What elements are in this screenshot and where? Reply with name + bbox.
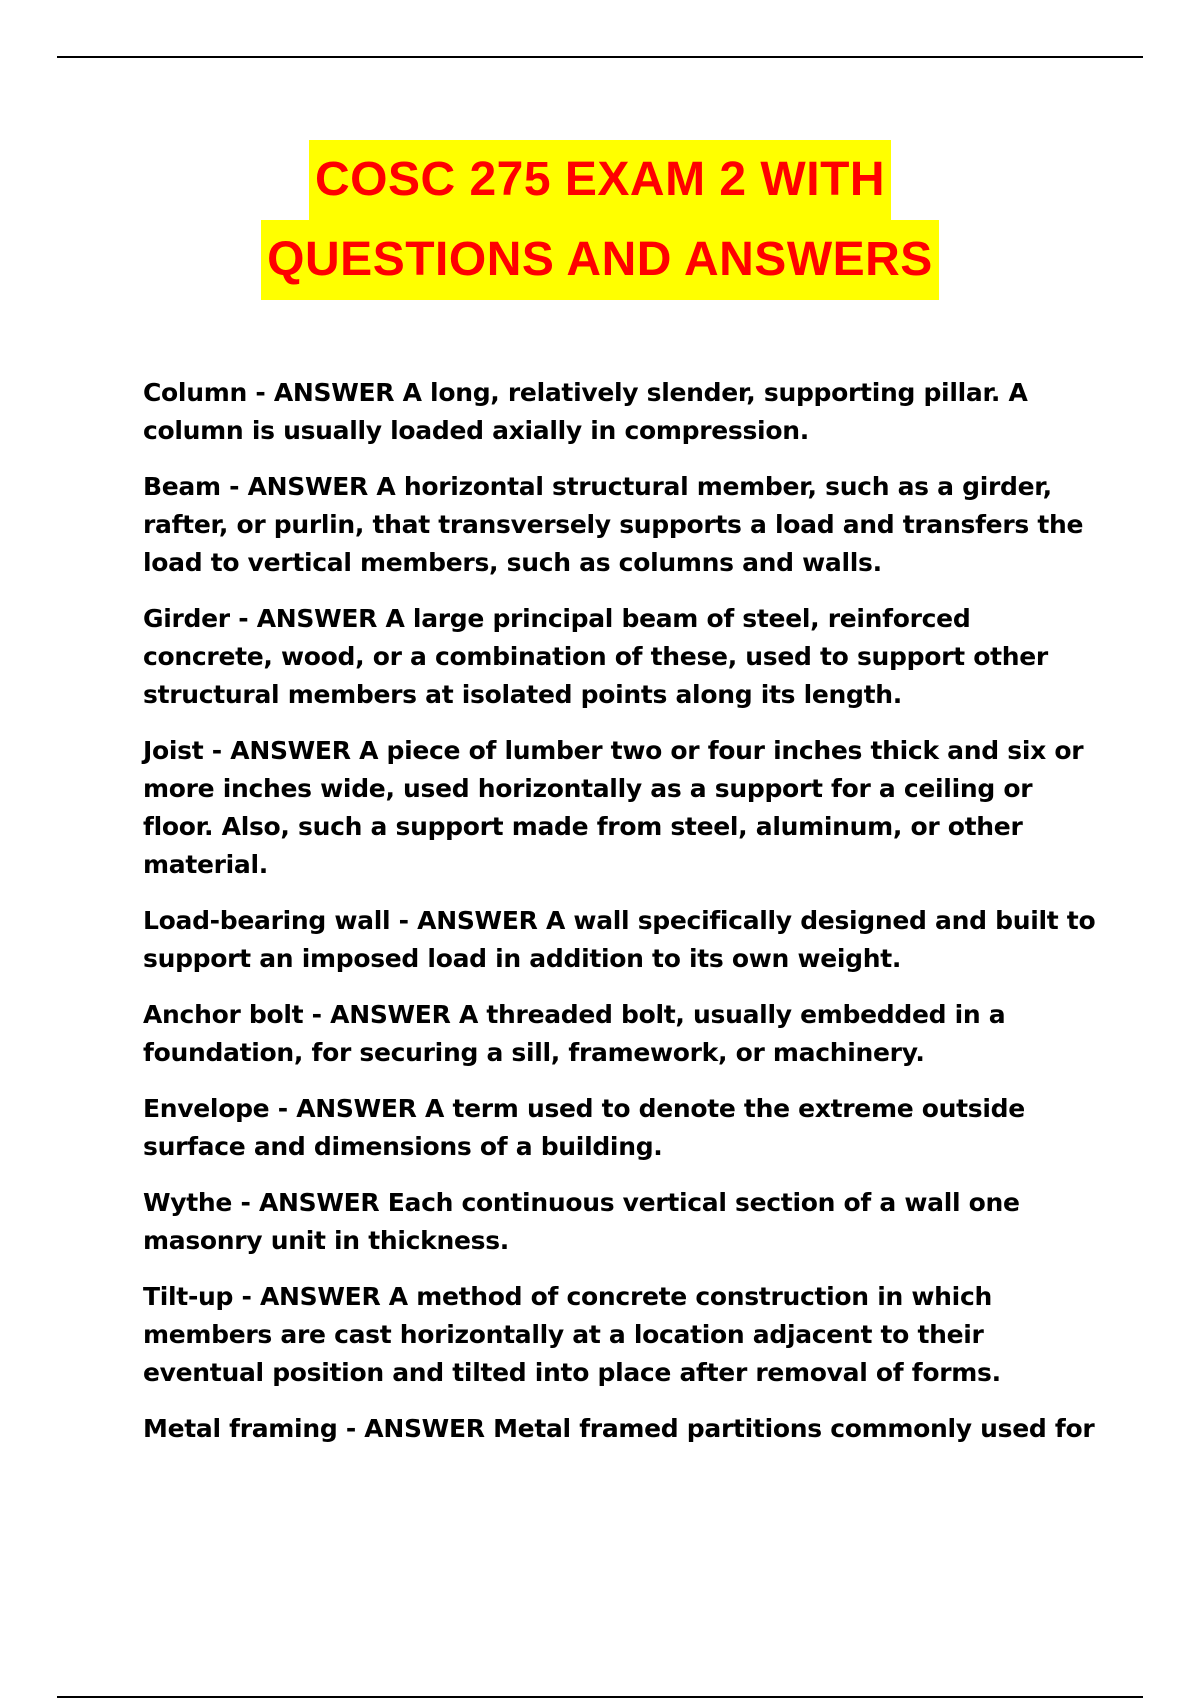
qa-answer: A wall specifically designed and built to support an imposed load in addition to its own weight. [143,906,1096,973]
qa-separator: - ANSWER [269,1094,425,1123]
qa-term: Wythe [143,1188,233,1217]
qa-separator: - ANSWER [203,736,360,765]
qa-term: Metal framing [143,1414,338,1443]
qa-separator: - ANSWER [229,604,386,633]
qa-term: Joist [143,736,204,765]
qa-answer: A large principal beam of steel, reinforced concrete, wood, or a combination of these, used to support other structural members at isolated points along its length. [143,604,1048,709]
title-line-2: QUESTIONS AND ANSWERS [261,220,939,300]
title-line-1: COSC 275 EXAM 2 WITH [309,140,891,220]
top-rule [57,56,1143,58]
qa-separator: - ANSWER [337,1414,494,1443]
qa-answer: A piece of lumber two or four inches thick and six or more inches wide, used horizontally as a support for a ceiling or floor. Also, such a support made from steel, aluminum, or other material. [143,736,1084,879]
qa-separator: - ANSWER [390,906,546,935]
qa-answer: A term used to denote the extreme outside surface and dimensions of a building. [143,1094,1025,1161]
qa-answer: A long, relatively slender, supporting pillar. A column is usually loaded axially in compression. [143,378,1028,445]
qa-term: Load-bearing wall [143,906,391,935]
qa-item-joist [143,732,1103,884]
qa-item-anchor-bolt [143,996,1103,1072]
bottom-rule [57,1696,1143,1698]
qa-separator: - ANSWER [232,1188,388,1217]
qa-item-envelope [143,1090,1103,1166]
qa-separator: - ANSWER [303,1000,459,1029]
qa-item-beam [143,468,1103,582]
qa-term: Girder [143,604,230,633]
qa-answer: A threaded bolt, usually embedded in a foundation, for securing a sill, framework, or machinery. [143,1000,1006,1067]
qa-item-load-bearing-wall [143,902,1103,978]
qa-item-wythe [143,1184,1103,1260]
qa-term: Anchor bolt [143,1000,304,1029]
qa-answer: A method of concrete construction in which members are cast horizontally at a location adjacent to their eventual position and tilted into place after removal of forms. [143,1282,1001,1387]
qa-item-girder [143,600,1103,714]
document-title [0,140,1200,300]
qa-list [143,374,1103,1466]
qa-separator: - ANSWER [220,472,377,501]
qa-answer: Each continuous vertical section of a wall one masonry unit in thickness. [143,1188,1020,1255]
qa-answer: A horizontal structural member, such as a girder, rafter, or purlin, that transversely supports a load and transfers the load to vertical members, such as columns and walls. [143,472,1084,577]
qa-term: Column [143,378,247,407]
qa-answer: Metal framed partitions commonly used for [493,1414,1095,1443]
qa-item-metal-framing [143,1410,1103,1448]
qa-item-tilt-up [143,1278,1103,1392]
qa-term: Beam [143,472,221,501]
qa-separator: - ANSWER [233,1282,389,1311]
qa-term: Tilt-up [143,1282,234,1311]
qa-item-column [143,374,1103,450]
qa-separator: - ANSWER [246,378,403,407]
qa-term: Envelope [143,1094,270,1123]
